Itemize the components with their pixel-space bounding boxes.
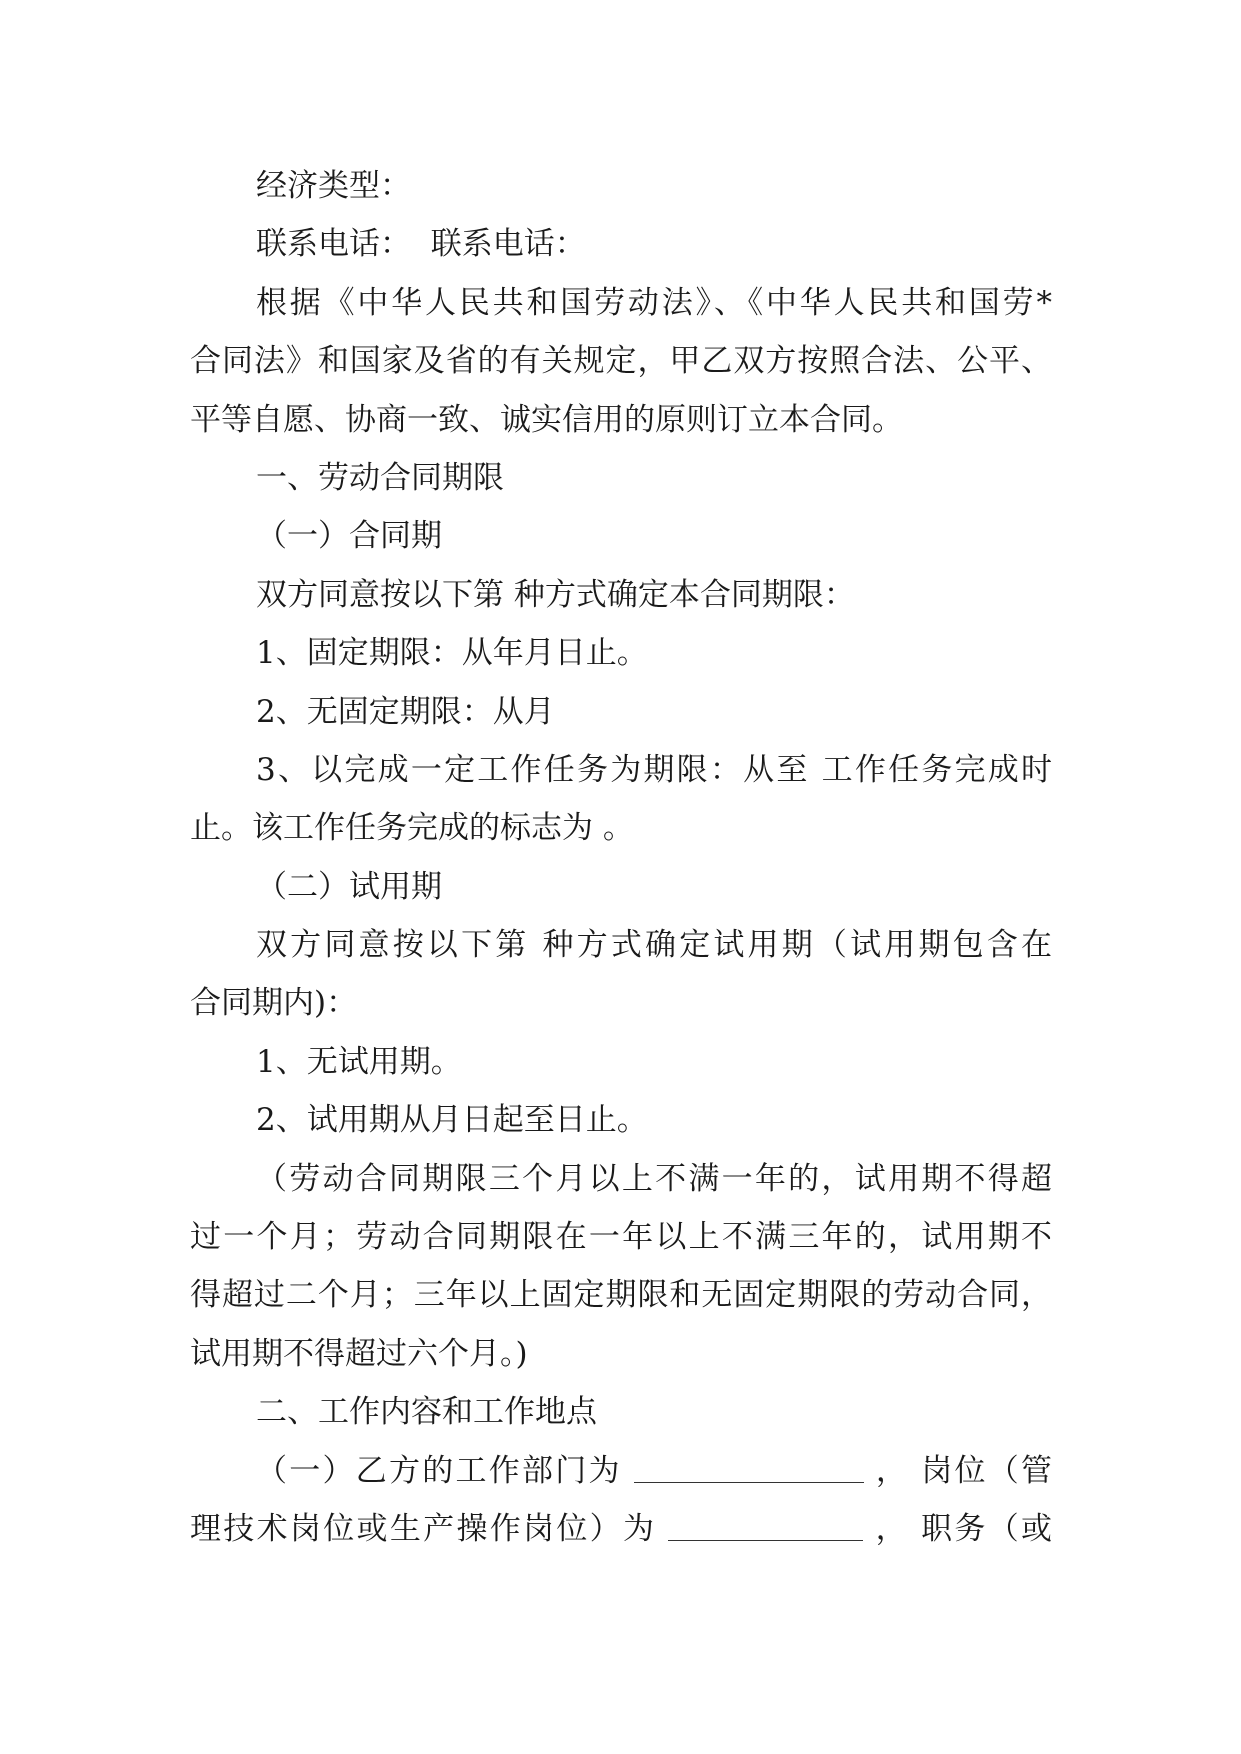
text-line: 2、试用期从月日起至日止。 <box>256 1102 648 1139</box>
text-segment: 理技术岗位或生产操作岗位）为 <box>190 1510 669 1547</box>
text-line: （二）试用期 <box>256 868 442 905</box>
text-line <box>190 1500 1052 1558</box>
text-line: （劳动合同期限三个月以上不满一年的，试用期不得超 <box>256 1160 1052 1197</box>
text-line: 3、以完成一定工作任务为期限：从至 工作任务完成时 <box>256 751 1052 788</box>
text-line: 经济类型： <box>256 168 411 204</box>
text-line: 2、无固定期限：从月 <box>256 693 555 730</box>
fill-blank[interactable] <box>668 1508 863 1541</box>
text-line: 二、工作内容和工作地点 <box>256 1394 597 1431</box>
text-segment: ， 岗位（管 <box>863 1452 1052 1489</box>
text-line: 止。该工作任务完成的标志为 。 <box>190 810 634 847</box>
text-line: 根据《中华人民共和国劳动法》、《中华人民共和国劳* <box>256 284 1052 321</box>
fill-blank[interactable] <box>634 1450 864 1483</box>
document-body <box>190 157 1052 1558</box>
text-line: 联系电话： 联系电话： <box>256 226 586 263</box>
text-line: 1、无试用期。 <box>256 1043 462 1080</box>
text-line: 合同期内)： <box>190 985 358 1022</box>
text-line: 过一个月；劳动合同期限在一年以上不满三年的，试用期不 <box>190 1219 1052 1256</box>
text-line: 得超过二个月；三年以上固定期限和无固定期限的劳动合同， <box>190 1277 1052 1314</box>
text-line: 一、劳动合同期限 <box>256 459 504 496</box>
text-line: 1、固定期限：从年月日止。 <box>256 635 648 672</box>
text-line: 双方同意按以下第 种方式确定试用期（试用期包含在 <box>256 927 1052 964</box>
text-line: 试用期不得超过六个月。) <box>190 1335 528 1372</box>
text-segment: （一）乙方的工作部门为 <box>256 1452 634 1489</box>
text-line: （一）合同期 <box>256 518 442 555</box>
paragraph-lines <box>190 157 1052 1442</box>
text-line <box>190 1442 1052 1500</box>
text-line: 平等自愿、协商一致、诚实信用的原则订立本合同。 <box>190 401 903 438</box>
text-line: 双方同意按以下第 种方式确定本合同期限： <box>256 576 855 613</box>
text-line: 合同法》和国家及省的有关规定，甲乙双方按照合法、公平、 <box>190 343 1052 380</box>
text-segment: ， 职务（或 <box>863 1510 1052 1547</box>
